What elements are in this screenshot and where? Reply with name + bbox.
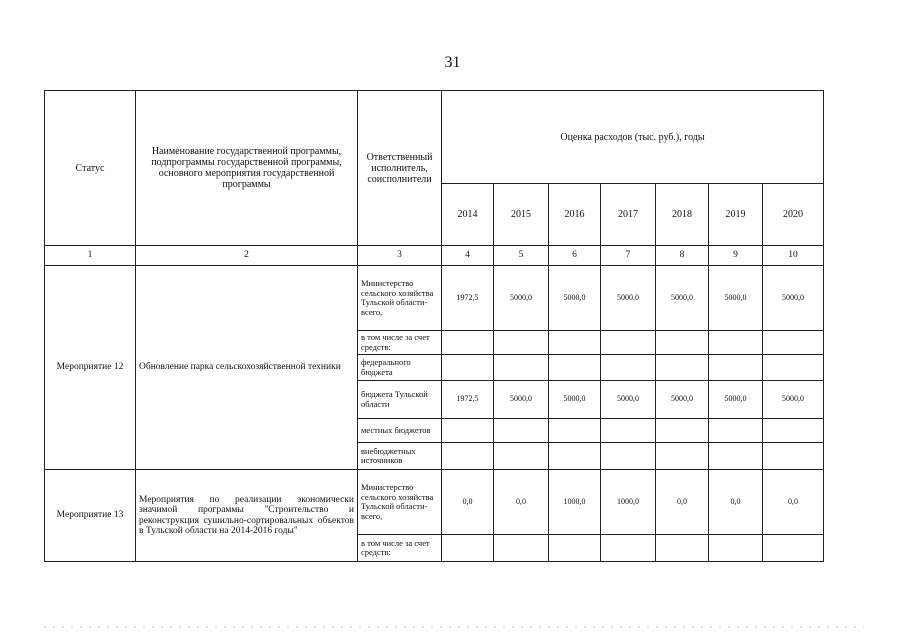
measure-name: Мероприятия по реализации экономически значимой программы "Строительство и реконструкция сушильно-сортировальных объектов в Тульской области на 2014-2016 годы" bbox=[136, 470, 358, 562]
value-cell: 5000,0 bbox=[494, 266, 549, 331]
year-header: 2018 bbox=[656, 184, 709, 246]
program-name-header: Наименование государственной программы, подпрограммы государственной программы, основного мероприятия государственной программы bbox=[136, 91, 358, 246]
value-cell bbox=[601, 535, 656, 562]
column-number: 7 bbox=[601, 246, 656, 266]
executor-cell: бюджета Тульской области bbox=[358, 381, 442, 419]
value-cell bbox=[494, 535, 549, 562]
value-cell bbox=[494, 331, 549, 355]
column-number: 9 bbox=[709, 246, 763, 266]
value-cell: 5000,0 bbox=[549, 381, 601, 419]
value-cell: 5000,0 bbox=[494, 381, 549, 419]
value-cell bbox=[709, 355, 763, 381]
value-cell bbox=[763, 355, 824, 381]
column-number: 8 bbox=[656, 246, 709, 266]
value-cell bbox=[656, 419, 709, 443]
value-cell: 0,0 bbox=[656, 470, 709, 535]
value-cell bbox=[442, 355, 494, 381]
value-cell: 5000,0 bbox=[656, 381, 709, 419]
year-header: 2016 bbox=[549, 184, 601, 246]
column-number: 10 bbox=[763, 246, 824, 266]
value-cell bbox=[763, 443, 824, 470]
year-header: 2020 bbox=[763, 184, 824, 246]
executor-header: Ответственный исполнитель, соисполнители bbox=[358, 91, 442, 246]
table-row bbox=[45, 470, 824, 535]
value-cell bbox=[601, 443, 656, 470]
value-cell bbox=[442, 443, 494, 470]
value-cell bbox=[709, 419, 763, 443]
column-number: 3 bbox=[358, 246, 442, 266]
value-cell: 5000,0 bbox=[709, 381, 763, 419]
value-cell bbox=[549, 419, 601, 443]
scan-artifact-line bbox=[44, 626, 864, 628]
value-cell bbox=[601, 331, 656, 355]
column-number: 1 bbox=[45, 246, 136, 266]
value-cell: 5000,0 bbox=[763, 381, 824, 419]
value-cell bbox=[549, 355, 601, 381]
value-cell bbox=[709, 331, 763, 355]
value-cell bbox=[656, 535, 709, 562]
expense-estimate-header: Оценка расходов (тыс. руб.), годы bbox=[442, 91, 824, 184]
value-cell: 1972,5 bbox=[442, 381, 494, 419]
measure-name: Обновление парка сельскохозяйственной техники bbox=[136, 266, 358, 470]
column-number: 6 bbox=[549, 246, 601, 266]
value-cell bbox=[763, 535, 824, 562]
year-header: 2017 bbox=[601, 184, 656, 246]
year-header: 2015 bbox=[494, 184, 549, 246]
value-cell bbox=[656, 331, 709, 355]
executor-cell: местных бюджетов bbox=[358, 419, 442, 443]
value-cell bbox=[709, 535, 763, 562]
executor-cell: федерального бюджета bbox=[358, 355, 442, 381]
column-number: 2 bbox=[136, 246, 358, 266]
value-cell bbox=[549, 535, 601, 562]
measure-status: Мероприятие 13 bbox=[45, 470, 136, 562]
value-cell bbox=[442, 419, 494, 443]
header-row bbox=[45, 91, 824, 184]
value-cell bbox=[656, 443, 709, 470]
executor-cell: Министерство сельского хозяйства Тульской области- всего, bbox=[358, 470, 442, 535]
value-cell bbox=[709, 443, 763, 470]
value-cell bbox=[494, 419, 549, 443]
value-cell bbox=[494, 355, 549, 381]
value-cell: 0,0 bbox=[763, 470, 824, 535]
value-cell: 5000,0 bbox=[601, 381, 656, 419]
column-number: 4 bbox=[442, 246, 494, 266]
value-cell: 0,0 bbox=[494, 470, 549, 535]
value-cell bbox=[763, 419, 824, 443]
year-header: 2019 bbox=[709, 184, 763, 246]
value-cell bbox=[601, 355, 656, 381]
budget-table bbox=[44, 90, 824, 562]
executor-cell: в том числе за счет средств: bbox=[358, 331, 442, 355]
value-cell bbox=[442, 535, 494, 562]
value-cell bbox=[601, 419, 656, 443]
value-cell bbox=[549, 331, 601, 355]
value-cell: 1000,0 bbox=[549, 470, 601, 535]
column-numbers-row bbox=[45, 246, 824, 266]
executor-cell: в том числе за счет средств: bbox=[358, 535, 442, 562]
value-cell bbox=[656, 355, 709, 381]
value-cell: 5000,0 bbox=[656, 266, 709, 331]
measure-status: Мероприятие 12 bbox=[45, 266, 136, 470]
value-cell: 1972,5 bbox=[442, 266, 494, 331]
value-cell: 0,0 bbox=[709, 470, 763, 535]
value-cell bbox=[549, 443, 601, 470]
value-cell: 0,0 bbox=[442, 470, 494, 535]
value-cell: 5000,0 bbox=[709, 266, 763, 331]
value-cell: 5000,0 bbox=[763, 266, 824, 331]
value-cell: 5000,0 bbox=[549, 266, 601, 331]
executor-cell: Министерство сельского хозяйства Тульской области- всего, bbox=[358, 266, 442, 331]
year-header: 2014 bbox=[442, 184, 494, 246]
table-row bbox=[45, 266, 824, 331]
executor-cell: внебюджетных источников bbox=[358, 443, 442, 470]
value-cell bbox=[442, 331, 494, 355]
status-header: Статус bbox=[45, 91, 136, 246]
value-cell: 1000,0 bbox=[601, 470, 656, 535]
value-cell bbox=[763, 331, 824, 355]
value-cell bbox=[494, 443, 549, 470]
value-cell: 5000,0 bbox=[601, 266, 656, 331]
column-number: 5 bbox=[494, 246, 549, 266]
page-number: 31 bbox=[444, 54, 461, 71]
